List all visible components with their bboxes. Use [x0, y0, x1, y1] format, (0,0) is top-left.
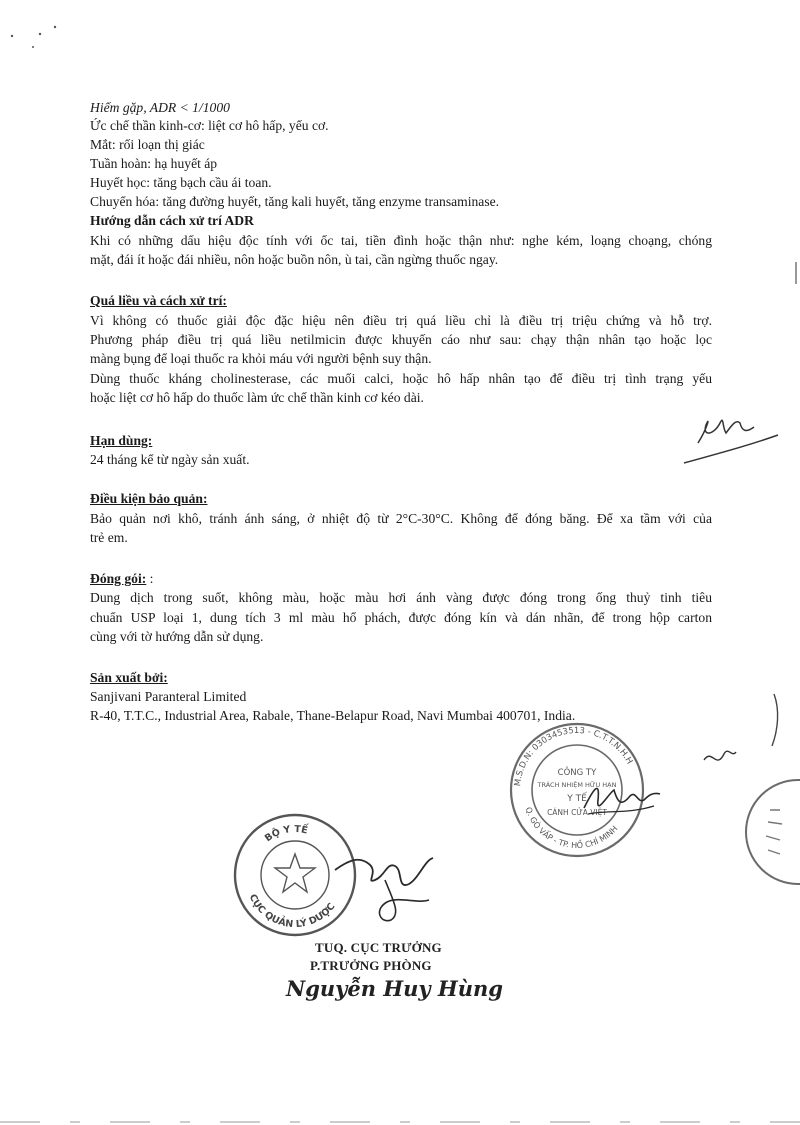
- company-signature: [578, 770, 668, 840]
- ministry-stamp-bottom-text: CỤC QUẢN LÝ DƯỢC: [246, 892, 338, 931]
- adr-line-hematology: Huyết học: tăng bạch cầu ái toan.: [90, 175, 272, 190]
- packing-line-3: cùng với tờ hướng dẫn sử dụng.: [90, 629, 264, 644]
- expiry-heading: Hạn dùng:: [90, 433, 153, 448]
- overdose-line-3: màng bụng để loại thuốc ra khỏi máu với người bệnh suy thận.: [90, 351, 432, 366]
- adr-rare-heading: Hiếm gặp, ADR < 1/1000: [90, 100, 230, 115]
- packing-line-1: Dung dịch trong suốt, không màu, hoặc màu hơi ánh vàng được đóng trong ống thuỷ tinh tiêu: [90, 590, 712, 605]
- adr-handling-heading: Hướng dẫn cách xử trí ADR: [90, 213, 254, 228]
- adr-line-neuromuscular: Ức chế thần kinh-cơ: liệt cơ hô hấp, yếu cơ.: [90, 118, 329, 133]
- storage-line-1: Bảo quản nơi khô, tránh ánh sáng, ở nhiệt độ từ 2°C-30°C. Không để đóng băng. Để xa tầm với của: [90, 511, 712, 526]
- svg-text:BỘ Y TẾ: [263, 822, 310, 844]
- storage-heading: Điều kiện bảo quản:: [90, 491, 208, 506]
- packing-heading-suffix: :: [146, 571, 154, 586]
- overdose-line-2: Phương pháp điều trị quá liều netilmicin được khuyến cáo như sau: chạy thận nhân tạo hoặc lọc: [90, 332, 712, 347]
- overdose-line-1: Vì không có thuốc giải độc đặc hiệu nên điều trị quá liều chỉ là điều trị triệu chứng và hỗ trợ.: [90, 313, 712, 328]
- manufacturer-heading: Sản xuất bởi:: [90, 670, 168, 685]
- manufacturer-name: Sanjivani Paranteral Limited: [90, 689, 247, 704]
- company-stamp-ring-text: M.S.D.N: 0303453513 - C.T.T.N.H.H: [513, 725, 635, 787]
- partial-signature-right: [700, 740, 740, 780]
- packing-heading: Đóng gói:: [90, 571, 147, 586]
- ministry-stamp-top-text: BỘ Y TẾ: [262, 823, 309, 845]
- signature-title-2: P.TRƯỞNG PHÒNG: [310, 958, 432, 973]
- adr-handling-line-2: mặt, đái ít hoặc đái nhiều, nôn hoặc buồn nôn, ù tai, cần ngừng thuốc ngay.: [90, 252, 499, 267]
- packing-line-2: chuẩn USP loại 1, dung tích 3 ml màu hổ phách, được đóng kín và dán nhãn, để trong hộp carton: [90, 610, 712, 625]
- signatory-name: Nguyễn Huy Hùng: [286, 976, 503, 1001]
- adr-line-eye: Mắt: rối loạn thị giác: [90, 137, 205, 152]
- margin-initial-signature: [680, 405, 800, 485]
- company-stamp-line-1: CÔNG TY: [557, 768, 597, 778]
- company-stamp-bottom-ring: Q. GÒ VẤP - TP. HỒ CHÍ MINH: [523, 806, 620, 851]
- company-stamp-line-4: CÁNH CỬA VIỆT: [547, 808, 607, 817]
- director-signature: [325, 840, 445, 930]
- company-stamp-line-2: TRÁCH NHIỆM HỮU HẠN: [537, 781, 617, 789]
- adr-line-metabolism: Chuyển hóa: tăng đường huyết, tăng kali huyết, tăng enzyme transaminase.: [90, 194, 500, 209]
- expiry-line: 24 tháng kể từ ngày sản xuất.: [90, 452, 250, 467]
- overdose-line-5: hoặc liệt cơ hô hấp do thuốc làm ức chế thần kinh cơ kéo dài.: [90, 390, 424, 405]
- adr-line-circulation: Tuần hoàn: hạ huyết áp: [90, 156, 218, 171]
- company-stamp-line-3: Y TẾ: [567, 794, 587, 804]
- packing-heading-row: [90, 570, 153, 588]
- signature-title-1: TUQ. CỤC TRƯỞNG: [315, 940, 442, 955]
- manufacturer-address: R-40, T.T.C., Industrial Area, Rabale, Thane-Belapur Road, Navi Mumbai 400701, India.: [90, 708, 576, 723]
- storage-line-2: trẻ em.: [90, 530, 128, 545]
- partial-stamp-right: [740, 770, 800, 890]
- adr-handling-line-1: Khi có những dấu hiệu độc tính với ốc tai, tiền đình hoặc thận như: nghe kém, loạng choạng, chóng: [90, 233, 712, 248]
- overdose-line-4: Dùng thuốc kháng cholinesterase, các muối calci, hoặc hô hấp nhân tạo để điều trị tình trạng yếu: [90, 371, 712, 386]
- overdose-heading: Quá liều và cách xử trí:: [90, 293, 227, 308]
- edge-mark: [768, 690, 788, 750]
